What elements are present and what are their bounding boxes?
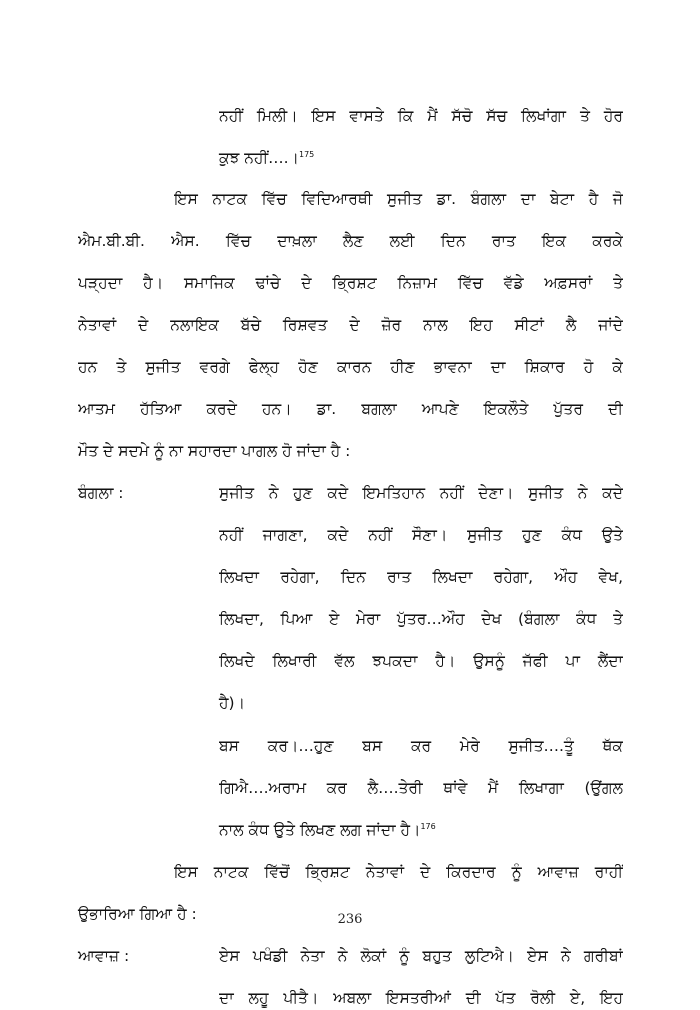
footnote-ref: 175 [299, 149, 315, 159]
page-number: 236 [337, 912, 363, 927]
speaker-label: ਆਵਾਜ਼ : [78, 947, 130, 965]
paragraph-line: ਇਸ ਨਾਟਕ ਵਿੱਚ ਵਿਦਿਆਰਥੀ ਸੁਜੀਤ ਡਾ. ਬੰਗਲਾ ਦਾ ਬੇਟਾ ਹੈ ਜੋ [174, 190, 623, 208]
dialogue-line: ਬਸ ਕਰ।…ਹੁਣ ਬਸ ਕਰ ਮੇਰੇ ਸੁਜੀਤ….ਤੂੰ ਥੱਕ [219, 737, 623, 755]
paragraph-line: ਨੇਤਾਵਾਂ ਦੇ ਨਲਾਇਕ ਬੱਚੇ ਰਿਸ਼ਵਤ ਦੇ ਜ਼ੋਰ ਨਾਲ ਇਹ ਸੀਟਾਂ ਲੈ ਜਾਂਦੇ [78, 316, 623, 334]
paragraph-line: ਐਮ.ਬੀ.ਬੀ. ਐਸ. ਵਿੱਚ ਦਾਖ਼ਲਾ ਲੈਣ ਲਈ ਦਿਨ ਰਾਤ ਇਕ ਕਰਕੇ [78, 232, 623, 250]
dialogue-line: ਸੁਜੀਤ ਨੇ ਹੁਣ ਕਦੇ ਇਮਤਿਹਾਨ ਨਹੀਂ ਦੇਣਾ। ਸੁਜੀਤ ਨੇ ਕਦੇ [219, 484, 623, 502]
paragraph-line: ਆਤਮ ਹੱਤਿਆ ਕਰਦੇ ਹਨ। ਡਾ. ਬਗਲਾ ਆਪਣੇ ਇਕਲੌਤੇ ਪੁੱਤਰ ਦੀ [78, 400, 623, 418]
quote-line: ਕੁਝ ਨਹੀਂ….।$^{175}$ [219, 149, 315, 167]
dialogue-line: ਏਸ ਪਖੰਡੀ ਨੇਤਾ ਨੇ ਲੋਕਾਂ ਨੂੰ ਬਹੁਤ ਲੁਟਿਐ। ਏਸ ਨੇ ਗਰੀਬਾਂ [219, 947, 623, 965]
speaker-label: ਬੰਗਲਾ : [78, 484, 124, 502]
dialogue-line: ਲਿਖਦਾ ਰਹੇਗਾ, ਦਿਨ ਰਾਤ ਲਿਖਦਾ ਰਹੇਗਾ, ਔਹ ਵੇਖ, [219, 568, 623, 586]
dialogue-line: ਨਹੀਂ ਜਾਗਣਾ, ਕਦੇ ਨਹੀਂ ਸੌਣਾ। ਸੁਜੀਤ ਹੁਣ ਕੰਧ ਉਤੇ [219, 526, 623, 544]
footnote-ref: 176 [420, 821, 436, 831]
dialogue-line: ਹੈ)। [219, 694, 246, 712]
paragraph-line: ਉਭਾਰਿਆ ਗਿਆ ਹੈ : [78, 905, 197, 923]
dialogue-line: ਗਿਐ….ਅਰਾਮ ਕਰ ਲੈ….ਤੇਰੀ ਥਾਂਵੇ ਮੈਂ ਲਿਖਾਗਾ (ਉਂਗਲ [219, 779, 623, 797]
paragraph-line: ਹਨ ਤੇ ਸੁਜੀਤ ਵਰਗੇ ਫੇਲ੍ਹ ਹੋਣ ਕਾਰਨ ਹੀਣ ਭਾਵਨਾ ਦਾ ਸ਼ਿਕਾਰ ਹੋ ਕੇ [78, 358, 623, 376]
paragraph-line: ਪੜ੍ਹਦਾ ਹੈ। ਸਮਾਜਿਕ ਢਾਂਚੇ ਦੇ ਭ੍ਰਿਸ਼ਟ ਨਿਜ਼ਾਮ ਵਿੱਚ ਵੱਡੇ ਅਫ਼ਸਰਾਂ ਤੇ [78, 274, 623, 292]
dialogue-line: ਨਾਲ ਕੰਧ ਉਤੇ ਲਿਖਣ ਲਗ ਜਾਂਦਾ ਹੈ।$^{176}$ [219, 821, 436, 839]
dialogue-line: ਦਾ ਲਹੂ ਪੀਤੈ। ਅਬਲਾ ਇਸਤਰੀਆਂ ਦੀ ਪੱਤ ਰੋਲੀ ਏ, ਇਹ [219, 989, 623, 1007]
paragraph-line: ਇਸ ਨਾਟਕ ਵਿੱਚੋਂ ਭ੍ਰਿਸ਼ਟ ਨੇਤਾਵਾਂ ਦੇ ਕਿਰਦਾਰ ਨੂੰ ਆਵਾਜ਼ ਰਾਹੀਂ [174, 863, 623, 881]
dialogue-line: ਲਿਖਦੇ ਲਿਖਾਰੀ ਵੱਲ ਝਪਕਦਾ ਹੈ। ਉਸਨੂੰ ਜੱਫੀ ਪਾ ਲੈਂਦਾ [219, 652, 623, 670]
quote-line: ਨਹੀਂ ਮਿਲੀ। ਇਸ ਵਾਸਤੇ ਕਿ ਮੈਂ ਸੱਚੋ ਸੱਚ ਲਿਖਾਂਗਾ ਤੇ ਹੋਰ [219, 107, 623, 125]
dialogue-line: ਲਿਖਦਾ, ਪਿਆ ਏ ਮੇਰਾ ਪੁੱਤਰ…ਔਹ ਦੇਖ (ਬੰਗਲਾ ਕੰਧ ਤੇ [219, 610, 623, 628]
paragraph-line: ਮੌਤ ਦੇ ਸਦਮੇ ਨੂੰ ਨਾ ਸਹਾਰਦਾ ਪਾਗਲ ਹੋ ਜਾਂਦਾ ਹੈ : [78, 442, 351, 460]
